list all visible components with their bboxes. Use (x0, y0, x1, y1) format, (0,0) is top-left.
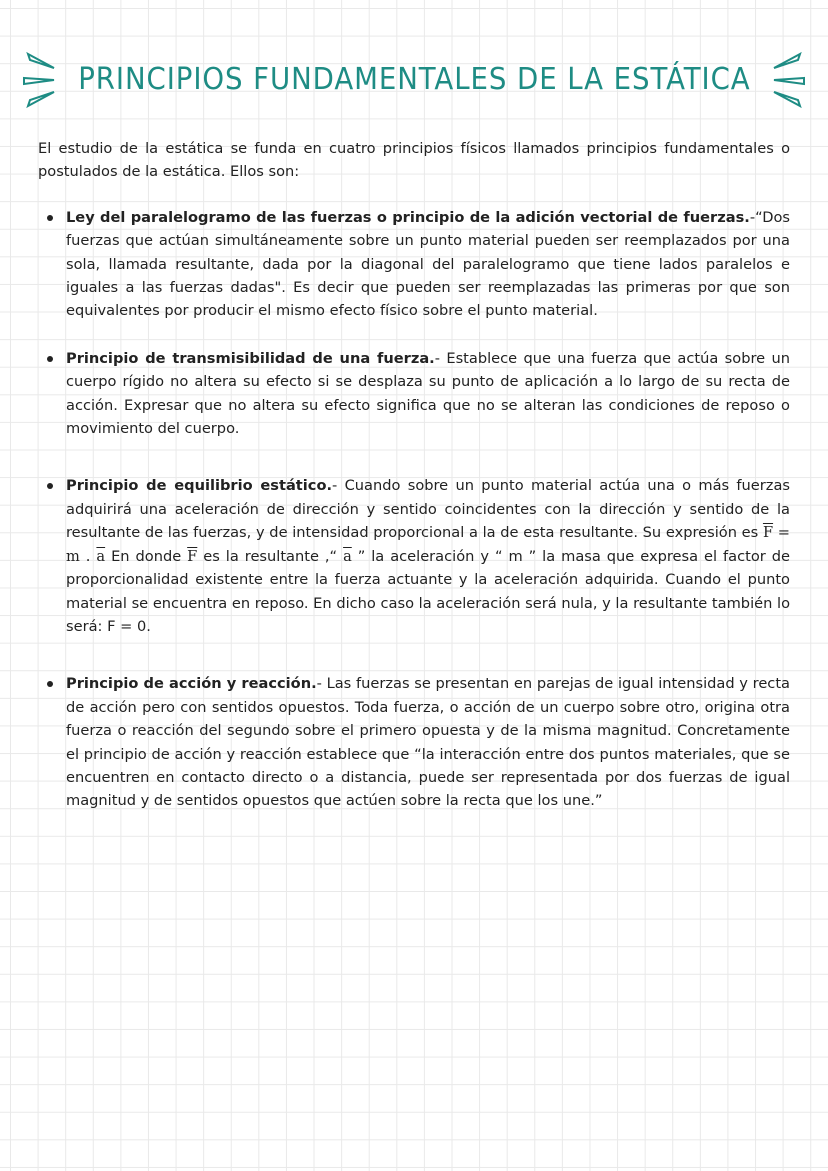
principle-body: En donde (105, 547, 188, 565)
principle-body: ” la aceleración y “ m ” la masa que expresa el factor de proporcionalidad existente entre la fuerza actuante y la aceleración adquirida. Cuando el punto material se encuentra en reposo. En dicho caso la aceleración será nula, y la resultante también lo será: F = 0. (66, 547, 790, 635)
principle-heading: Ley del paralelogramo de las fuerzas o principio de la adición vectorial de fuerzas. (66, 208, 750, 226)
formula-force: $\overline{F}$ (762, 524, 774, 542)
force-symbol: $\overline{F}$ (187, 547, 198, 565)
principles-list (38, 206, 790, 813)
page-title: PRINCIPIOS FUNDAMENTALES DE LA ESTÁTICA (77, 62, 751, 97)
principle-heading: Principio de acción y reacción. (66, 675, 317, 693)
principle-body: - Establece que una fuerza que actúa sobre un cuerpo rígido no altera su efecto si se desplaza su punto de aplicación a lo largo de su recta de acción. Expresar que no altera su efecto significa que no se alteran las condiciones de reposo o movimiento del cuerpo. (66, 349, 790, 438)
formula-equals: = m . (66, 524, 790, 565)
principle-body: -“Dos fuerzas que actúan simultáneamente sobre un punto material pueden ser reemplazados por una sola, llamada resultante, dada por la diagonal del paralelogramo que tiene lados paralelos e iguales a las fuerzas dadas". Es decir que pueden ser reemplazadas las primeras por que son equivalentes por producir el mismo efecto físico sobre el punto material. (66, 208, 790, 320)
list-item (38, 206, 790, 323)
principle-body: - Las fuerzas se presentan en parejas de igual intensidad y recta de acción pero con sentidos opuestos. Toda fuerza, o acción de un cuerpo sobre otro, origina otra fuerza o reacción del segundo sobre el primero opuesta y de la misma magnitud. Concretamente el principio de acción y reacción establece que “la interacción entre dos puntos materiales, que se encuentren en contacto directo o a distancia, puede ser representada por dos fuerzas de igual magnitud y de sentidos opuestos que actúen sobre la recta que los une.” (66, 675, 790, 810)
document-body (38, 137, 790, 837)
list-item (38, 347, 790, 441)
principle-body: es la resultante ,“ (197, 547, 344, 565)
intro-paragraph: El estudio de la estática se funda en cuatro principios físicos llamados principios fundamentales o postulados de la estática. Ellos son: (38, 140, 790, 181)
list-item (38, 672, 790, 812)
principle-heading: Principio de transmisibilidad de una fuerza. (66, 349, 435, 367)
formula-acceleration: $\overline{a}$ (96, 547, 106, 565)
acceleration-symbol: $\overline{a}$ (343, 547, 352, 565)
principle-heading: Principio de equilibrio estático. (66, 477, 333, 495)
principle-body: - Cuando sobre un punto material actúa una o más fuerzas adquirirá una aceleración de dirección y sentido coincidentes con la dirección y sentido de la resultante de las fuerzas, y de intensidad proporcional a la de esta resultante. Su expresión es (66, 477, 790, 542)
list-item (38, 474, 790, 638)
